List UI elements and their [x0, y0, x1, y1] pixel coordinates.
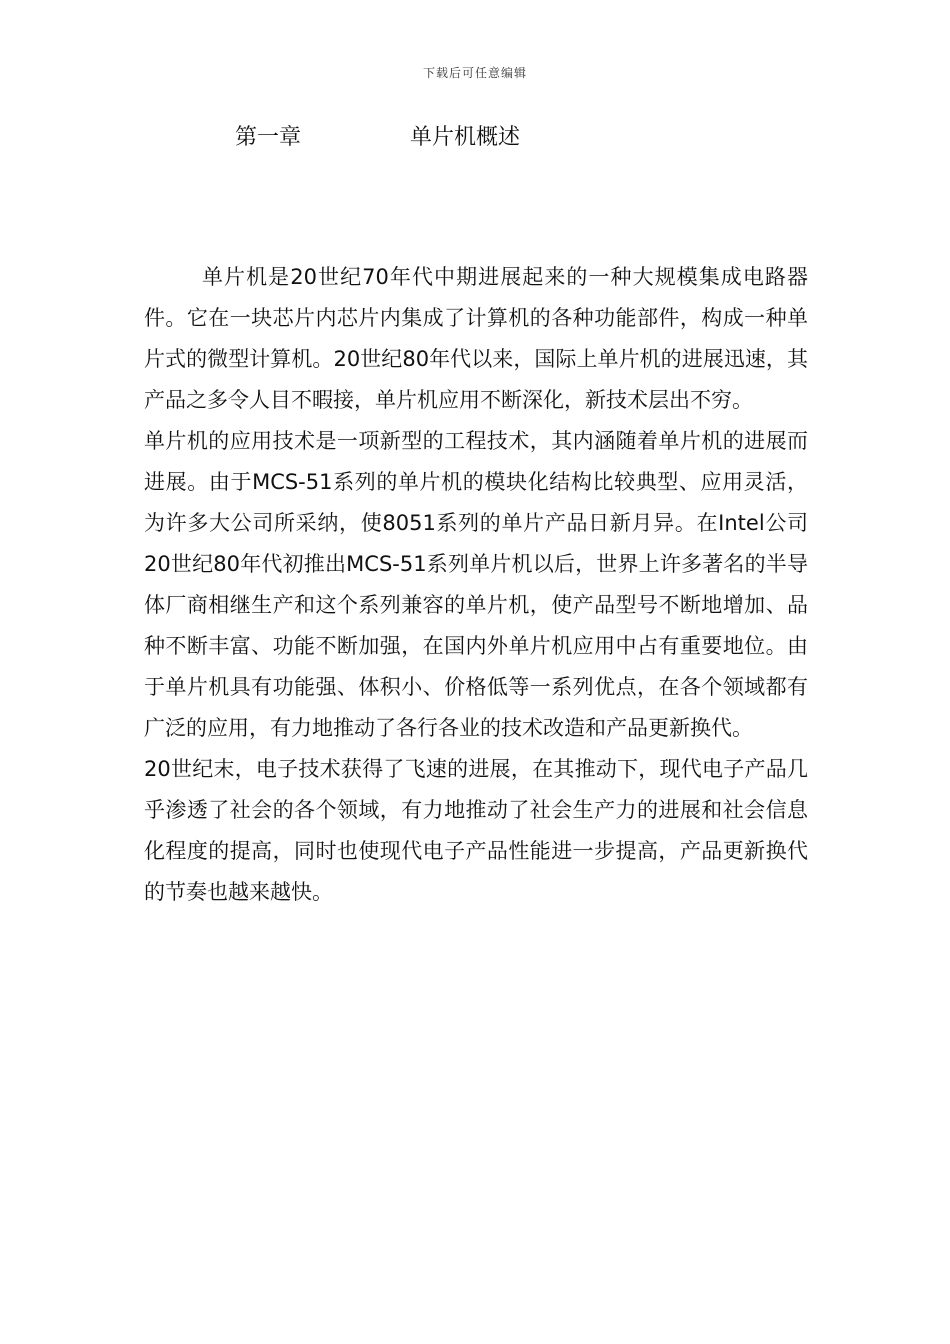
paragraph-development: 20世纪末，电子技术获得了飞速的进展，在其推动下，现代电子产品几乎渗透了社会的各个领域，有力地推动了社会生产力的进展和社会信息化程度的提高，同时也使现代电子产品性能进一步提高，产品更新换代的节奏也越来越快。 — [144, 757, 808, 904]
paragraph-intro: 单片机是20世纪70年代中期进展起来的一种大规模集成电路器件。它在一块芯片内芯片内集成了计算机的各种功能部件，构成一种单片式的微型计算机。20世纪80年代以来，国际上单片机的进展迅速，其产品之多令人目不暇接，单片机应用不断深化，新技术层出不穷。 — [144, 265, 808, 412]
chapter-title — [235, 120, 655, 154]
header-note: 下载后可任意编辑 — [422, 66, 527, 80]
chapter-label: 第一章 — [235, 125, 302, 150]
chapter-name: 单片机概述 — [410, 125, 521, 150]
body-text — [144, 257, 808, 913]
paragraph-application: 单片机的应用技术是一项新型的工程技术，其内涵随着单片机的进展而进展。由于MCS-51系列的单片机的模块化结构比较典型、应用灵活，为许多大公司所采纳，使8051系列的单片产品日新月异。在Intel公司20世纪80年代初推出MCS-51系列单片机以后，世界上许多著名的半导体厂商相继生产和这个系列兼容的单片机，使产品型号不断地增加、品种不断丰富、功能不断加强，在国内外单片机应用中占有重要地位。由于单片机具有功能强、体积小、价格低等一系列优点，在各个领域都有广泛的应用，有力地推动了各行各业的技术改造和产品更新换代。 — [144, 429, 808, 740]
